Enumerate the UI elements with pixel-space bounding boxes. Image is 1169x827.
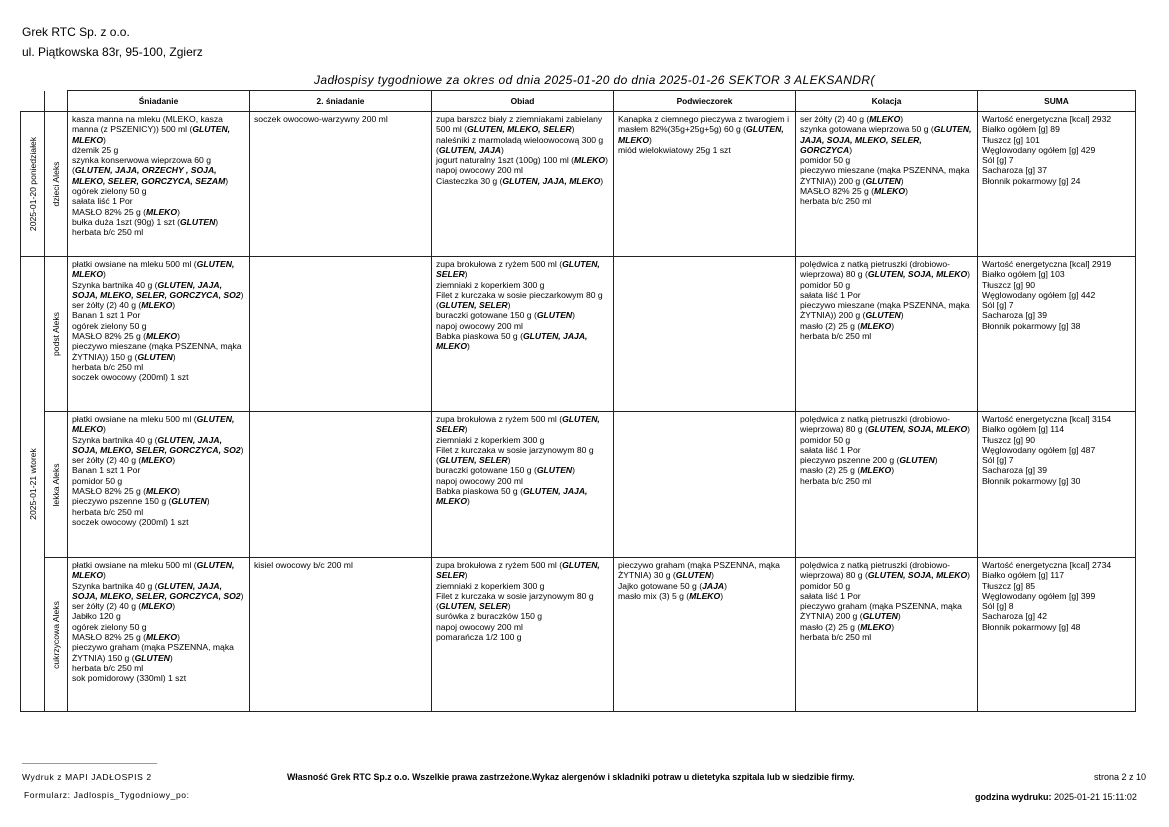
allergen-text: MLEKO <box>860 465 892 476</box>
menu-line: masło (2) 25 g (MLEKO) <box>800 621 895 632</box>
table-row <box>21 412 1136 558</box>
menu-line: herbata b/c 250 ml <box>800 331 872 342</box>
menu-line: herbata b/c 250 ml <box>800 632 872 643</box>
menu-line: ziemniaki z koperkiem 300 g <box>436 580 545 591</box>
menu-line: Błonnik pokarmowy [g] 30 <box>982 475 1081 486</box>
menu-line: soczek owocowy (200ml) 1 szt <box>72 516 189 527</box>
menu-line: Węglowodany ogółem [g] 487 <box>982 444 1096 455</box>
menu-line: pieczywo mieszane (mąka PSZENNA, mąka ŻYTNIA)) 150 g (GLUTEN) <box>72 341 242 362</box>
allergen-text: GLUTEN, SELER <box>436 560 600 581</box>
allergen-text: GLUTEN, SOJA, MLEKO <box>867 269 968 280</box>
menu-line: Babka piaskowa 50 g (GLUTEN, JAJA, MLEKO) <box>436 486 588 507</box>
menu-line: zupa barszcz biały z ziemniakami zabielany 500 ml (GLUTEN, MLEKO, SELER) <box>436 114 603 135</box>
meal-cell <box>614 257 796 412</box>
menu-line: płatki owsiane na mleku 500 ml (GLUTEN, MLEKO) <box>72 414 235 435</box>
menu-line: MASŁO 82% 25 g (MLEKO) <box>72 331 180 342</box>
menu-line: Sól [g] 7 <box>982 300 1014 311</box>
day-cell <box>21 257 45 712</box>
menu-line: sałata liść 1 Por <box>800 444 861 455</box>
menu-line: pomidor 50 g <box>800 434 851 445</box>
allergen-text: GLUTEN <box>865 310 901 321</box>
menu-line: Węglowodany ogółem [g] 442 <box>982 289 1096 300</box>
menu-line: herbata b/c 250 ml <box>72 506 144 517</box>
diet-label: dzieci Aleks <box>50 161 61 207</box>
meal-cell <box>68 112 250 257</box>
print-time-label: godzina wydruku: <box>975 792 1052 802</box>
menu-line: Wartość energetyczna [kcal] 2932 <box>982 114 1112 124</box>
menu-line: Sacharoza [g] 37 <box>982 165 1047 176</box>
menu-line: Banan 1 szt 1 Por <box>72 465 141 476</box>
meal-cell <box>432 412 614 558</box>
meal-cell <box>796 257 978 412</box>
day-label: 2025-01-20 poniedziałek <box>27 136 38 232</box>
allergen-text: GLUTEN <box>171 496 207 507</box>
table-row <box>21 112 1136 257</box>
meal-cell <box>250 412 432 558</box>
meal-cell <box>68 412 250 558</box>
nutrition-summary-cell <box>978 112 1136 257</box>
allergen-text: GLUTEN, MLEKO <box>618 124 784 145</box>
menu-line: Kanapka z ciemnego pieczywa z twarogiem i masłem 82%(35g+25g+5g) 60 g (GLUTEN, MLEKO) <box>618 114 790 145</box>
allergen-text: GLUTEN, SOJA, MLEKO <box>867 570 968 581</box>
menu-line: dżemik 25 g <box>72 144 119 155</box>
menu-line: zupa brokułowa z ryżem 500 ml (GLUTEN, SELER) <box>436 560 600 581</box>
allergen-text: MLEKO <box>141 601 173 612</box>
day-cell <box>21 112 45 257</box>
menu-line: herbata b/c 250 ml <box>800 475 872 486</box>
document-title: Jadłospisy tygodniowe za okres od dnia 2025-01-20 do dnia 2025-01-26 SEKTOR 3 ALEKSANDR( <box>314 73 875 87</box>
menu-line: Jajko gotowane 50 g (JAJA) <box>618 580 727 591</box>
menu-line: miód wielokwiatowy 25g 1 szt <box>618 144 731 155</box>
meal-cell <box>250 112 432 257</box>
menu-line: Błonnik pokarmowy [g] 24 <box>982 175 1081 186</box>
menu-line: pieczywo mieszane (mąka PSZENNA, mąka ŻYTNIA)) 200 g (GLUTEN) <box>800 300 970 321</box>
menu-line: Tłuszcz [g] 90 <box>982 434 1036 445</box>
allergen-text: GLUTEN <box>865 175 901 186</box>
menu-line: masło (2) 25 g (MLEKO) <box>800 320 895 331</box>
allergen-text: MLEKO <box>874 186 906 197</box>
allergen-text: GLUTEN <box>536 310 573 321</box>
allergen-text: GLUTEN, MLEKO <box>72 124 231 145</box>
column-header-podwieczorek: Podwieczorek <box>614 91 796 112</box>
meal-cell <box>614 112 796 257</box>
menu-line: zupa brokułowa z ryżem 500 ml (GLUTEN, SELER) <box>436 259 600 280</box>
menu-line: herbata b/c 250 ml <box>800 196 872 207</box>
copyright-notice: Własność Grek RTC Sp.z o.o. Wszelkie prawa zastrzeżone.Wykaz alergenów i skladniki potraw u dietetyka szpitala lub w siedzibie firmy. <box>287 772 855 782</box>
menu-line: herbata b/c 250 ml <box>72 227 144 238</box>
menu-line: pomidor 50 g <box>800 279 851 290</box>
menu-line: masło (2) 25 g (MLEKO) <box>800 465 895 476</box>
footer-divider <box>22 763 157 764</box>
allergen-text: GLUTEN, SELER <box>436 414 600 435</box>
print-time-value: 2025-01-21 15:11:02 <box>1054 792 1137 802</box>
allergen-text: MLEKO <box>146 331 178 342</box>
menu-line: Jabłko 120 g <box>72 611 121 622</box>
menu-line: płatki owsiane na mleku 500 ml (GLUTEN, MLEKO) <box>72 560 235 581</box>
menu-line: Filet z kurczaka w sosie pieczarkowym 80 g (GLUTEN, SELER) <box>436 289 603 311</box>
allergen-text: GLUTEN, SELER <box>438 601 508 612</box>
menu-line: buraczki gotowane 150 g (GLUTEN) <box>436 465 576 476</box>
menu-line: Tłuszcz [g] 101 <box>982 134 1040 145</box>
menu-line: Tłuszcz [g] 85 <box>982 580 1036 591</box>
allergen-text: GLUTEN <box>675 570 712 581</box>
menu-line: napoj owocowy 200 ml <box>436 320 523 331</box>
meal-cell <box>68 558 250 712</box>
diet-label: cukrzycowa Aleks <box>50 600 61 669</box>
allergen-text: GLUTEN <box>536 465 573 476</box>
menu-line: Sól [g] 8 <box>982 601 1014 612</box>
company-address: ul. Piątkowska 83r, 95-100, Zgierz <box>22 45 203 59</box>
column-header-2-sniadanie: 2. śniadanie <box>250 91 432 112</box>
menu-line: soczek owocowo-warzywny 200 ml <box>254 114 388 124</box>
menu-line: Białko ogółem [g] 103 <box>982 269 1065 280</box>
menu-line: Tłuszcz [g] 90 <box>982 279 1036 290</box>
menu-line: Węglowodany ogółem [g] 429 <box>982 144 1096 155</box>
menu-line: pomidor 50 g <box>800 580 851 591</box>
menu-line: pieczywo pszenne 150 g (GLUTEN) <box>72 496 210 507</box>
menu-line: kasza manna na mleku (MLEKO, kasza manna (z PSZENICY)) 500 ml (GLUTEN, MLEKO) <box>72 114 231 145</box>
column-header-obiad: Obiad <box>432 91 614 112</box>
menu-line: herbata b/c 250 ml <box>72 662 144 673</box>
column-header-kolacja: Kolacja <box>796 91 978 112</box>
nutrition-summary-cell <box>978 257 1136 412</box>
menu-line: MASŁO 82% 25 g (MLEKO) <box>72 206 180 217</box>
allergen-text: MLEKO <box>860 621 892 632</box>
meal-cell <box>796 112 978 257</box>
menu-line: Wartość energetyczna [kcal] 2919 <box>982 259 1112 269</box>
page-number: strona 2 z 10 <box>1094 772 1147 782</box>
menu-line: szynka gotowana wieprzowa 50 g (GLUTEN, JAJA, SOJA, MLEKO, SELER, GORCZYCA) <box>800 124 972 155</box>
menu-line: ogórek zielony 50 g <box>72 621 147 632</box>
allergen-text: GLUTEN, SELER <box>436 259 600 280</box>
allergen-text: MLEKO <box>689 590 721 601</box>
menu-line: Szynka bartnika 40 g (GLUTEN, JAJA, SOJA, MLEKO, SELER, GORCZYCA, SO2) <box>72 279 244 300</box>
allergen-text: GLUTEN, JAJA, SOJA, MLEKO, SELER, GORCZYCA, SO2 <box>72 580 241 601</box>
allergen-text: GLUTEN, SELER <box>438 455 508 466</box>
allergen-text: MLEKO <box>574 155 606 166</box>
allergen-text: GLUTEN, JAJA, ORZECHY , SOJA, MLEKO, SELER, GORCZYCA, SEZAM <box>72 165 226 186</box>
allergen-text: GLUTEN, SELER <box>438 300 508 311</box>
menu-line: Białko ogółem [g] 117 <box>982 570 1065 581</box>
menu-line: Filet z kurczaka w sosie jarzynowym 80 g (GLUTEN, SELER) <box>436 590 594 612</box>
nutrition-summary-cell <box>978 412 1136 558</box>
menu-line: Wartość energetyczna [kcal] 2734 <box>982 560 1112 570</box>
nutrition-summary-cell <box>978 558 1136 712</box>
menu-line: Błonnik pokarmowy [g] 48 <box>982 621 1081 632</box>
menu-line: sałata liść 1 Por <box>72 196 133 207</box>
menu-line: pomarańcza 1/2 100 g <box>436 632 522 643</box>
menu-line: pomidor 50 g <box>800 155 851 166</box>
menu-line: zupa brokułowa z ryżem 500 ml (GLUTEN, SELER) <box>436 414 600 435</box>
menu-line: pieczywo graham (mąka PSZENNA, mąka ŻYTNIA) 30 g (GLUTEN) <box>618 560 780 581</box>
menu-line: Szynka bartnika 40 g (GLUTEN, JAJA, SOJA, MLEKO, SELER, GORCZYCA, SO2) <box>72 580 244 601</box>
allergen-text: MLEKO <box>146 486 178 497</box>
diet-label: podst Aleks <box>50 312 61 356</box>
menu-line: MASŁO 82% 25 g (MLEKO) <box>800 186 908 197</box>
allergen-text: MLEKO <box>860 320 892 331</box>
menu-line: ziemniaki z koperkiem 300 g <box>436 279 545 290</box>
menu-line: kisiel owocowy b/c 200 ml <box>254 560 353 570</box>
print-source: Wydruk z MAPI JADŁOSPIS 2 <box>22 772 152 782</box>
table-row <box>21 257 1136 412</box>
menu-line: napoj owocowy 200 ml <box>436 621 523 632</box>
menu-line: Sacharoza [g] 42 <box>982 611 1047 622</box>
diet-cell <box>45 112 68 257</box>
meal-cell <box>614 558 796 712</box>
meal-cell <box>432 257 614 412</box>
allergen-text: GLUTEN, MLEKO, SELER <box>467 124 572 135</box>
menu-line: Ciasteczka 30 g (GLUTEN, JAJA, MLEKO) <box>436 175 604 186</box>
menu-line: masło mix (3) 5 g (MLEKO) <box>618 590 724 601</box>
menu-line: Węglowodany ogółem [g] 399 <box>982 590 1096 601</box>
menu-line: napoj owocowy 200 ml <box>436 165 523 176</box>
diet-label: lekka Aleks <box>50 463 61 506</box>
menu-line: sałata liść 1 Por <box>800 590 861 601</box>
allergen-text: GLUTEN, JAJA, MLEKO <box>502 175 601 186</box>
allergen-text: MLEKO <box>141 455 173 466</box>
menu-line: surówka z buraczków 150 g <box>436 611 543 622</box>
corner-cell <box>45 91 68 112</box>
menu-line: Sacharoza [g] 39 <box>982 310 1047 321</box>
menu-line: Błonnik pokarmowy [g] 38 <box>982 320 1081 331</box>
menu-line: buraczki gotowane 150 g (GLUTEN) <box>436 310 576 321</box>
allergen-text: GLUTEN <box>137 351 173 362</box>
meal-cell <box>68 257 250 412</box>
column-header-sniadanie: Śniadanie <box>68 91 250 112</box>
menu-line: jogurt naturalny 1szt (100g) 100 ml (MLEKO) <box>436 155 608 166</box>
allergen-text: GLUTEN, JAJA, SOJA, MLEKO, SELER, GORCZYCA, SO2 <box>72 434 241 455</box>
menu-line: ziemniaki z koperkiem 300 g <box>436 434 545 445</box>
meal-cell <box>250 558 432 712</box>
menu-line: Babka piaskowa 50 g (GLUTEN, JAJA, MLEKO) <box>436 331 588 352</box>
menu-line: MASŁO 82% 25 g (MLEKO) <box>72 486 180 497</box>
menu-line: Filet z kurczaka w sosie jarzynowym 80 g (GLUTEN, SELER) <box>436 444 594 466</box>
allergen-text: GLUTEN, MLEKO <box>72 560 235 581</box>
menu-line: Sól [g] 7 <box>982 155 1014 166</box>
menu-line: pomidor 50 g <box>72 475 123 486</box>
allergen-text: MLEKO <box>141 300 173 311</box>
allergen-text: GLUTEN, JAJA, SOJA, MLEKO, SELER, GORCZYCA <box>800 124 972 155</box>
menu-line: Sól [g] 7 <box>982 455 1014 466</box>
diet-cell <box>45 412 68 558</box>
column-header-suma: SUMA <box>978 91 1136 112</box>
menu-line: polędwica z natką pietruszki (drobiowo-wieprzowa) 80 g (GLUTEN, SOJA, MLEKO) <box>800 259 971 280</box>
menu-line: sok pomidorowy (330ml) 1 szt <box>72 673 187 684</box>
menu-line: ser żółty (2) 40 g (MLEKO) <box>72 300 176 311</box>
corner-cell <box>21 91 45 112</box>
menu-line: ogórek zielony 50 g <box>72 320 147 331</box>
day-label: 2025-01-21 wtorek <box>27 448 38 520</box>
menu-line: Sacharoza [g] 39 <box>982 465 1047 476</box>
menu-line: ogórek zielony 50 g <box>72 186 147 197</box>
meal-cell <box>614 412 796 558</box>
allergen-text: GLUTEN, MLEKO <box>72 259 235 280</box>
meal-cell <box>796 412 978 558</box>
menu-line: napoj owocowy 200 ml <box>436 475 523 486</box>
menu-line: soczek owocowy (200ml) 1 szt <box>72 372 189 383</box>
allergen-text: GLUTEN, JAJA, MLEKO <box>436 331 588 352</box>
menu-line: polędwica z natką pietruszki (drobiowo-wieprzowa) 80 g (GLUTEN, SOJA, MLEKO) <box>800 560 971 581</box>
meal-cell <box>432 558 614 712</box>
menu-line: Białko ogółem [g] 89 <box>982 124 1060 135</box>
menu-line: bułka duża 1szt (90g) 1 szt (GLUTEN) <box>72 216 219 227</box>
column-header-row <box>21 91 1136 112</box>
meal-cell <box>250 257 432 412</box>
menu-line: pieczywo mieszane (mąka PSZENNA, mąka ŻYTNIA)) 200 g (GLUTEN) <box>800 165 970 186</box>
allergen-text: MLEKO <box>146 206 178 217</box>
allergen-text: GLUTEN, JAJA, MLEKO <box>436 486 588 507</box>
allergen-text: GLUTEN <box>899 455 935 466</box>
allergen-text: MLEKO <box>869 114 901 124</box>
weekly-menu-table <box>20 90 1136 712</box>
menu-line: szynka konserwowa wieprzowa 60 g (GLUTEN, JAJA, ORZECHY , SOJA, MLEKO, SELER, GORCZYCA, SEZAM) <box>72 155 229 186</box>
allergen-text: GLUTEN, JAJA, SOJA, MLEKO, SELER, GORCZYCA, SO2 <box>72 279 241 300</box>
menu-line: MASŁO 82% 25 g (MLEKO) <box>72 632 180 643</box>
allergen-text: MLEKO <box>146 632 178 643</box>
meal-cell <box>432 112 614 257</box>
menu-line: naleśniki z marmoladą wieloowocową 300 g (GLUTEN, JAJA) <box>436 134 604 155</box>
menu-line: ser żółty (2) 40 g (MLEKO) <box>800 114 904 124</box>
menu-line: płatki owsiane na mleku 500 ml (GLUTEN, MLEKO) <box>72 259 235 280</box>
menu-line: Szynka bartnika 40 g (GLUTEN, JAJA, SOJA, MLEKO, SELER, GORCZYCA, SO2) <box>72 434 244 455</box>
menu-line: pieczywo graham (mąka PSZENNA, mąka ŻYTNIA) 150 g (GLUTEN) <box>72 642 234 663</box>
allergen-text: GLUTEN <box>134 652 170 663</box>
allergen-text: GLUTEN <box>862 611 898 622</box>
menu-line: pieczywo pszenne 200 g (GLUTEN) <box>800 455 938 466</box>
menu-line: herbata b/c 250 ml <box>72 361 144 372</box>
diet-cell <box>45 257 68 412</box>
form-name: Formularz: Jadlospis_Tygodniowy_po: <box>24 790 190 800</box>
menu-line: pieczywo graham (mąka PSZENNA, mąka ŻYTNIA) 200 g (GLUTEN) <box>800 601 962 622</box>
menu-line: sałata liść 1 Por <box>800 289 861 300</box>
diet-cell <box>45 558 68 712</box>
allergen-text: JAJA <box>702 580 725 591</box>
table-row <box>21 558 1136 712</box>
menu-line: Białko ogółem [g] 114 <box>982 424 1065 435</box>
menu-line: Wartość energetyczna [kcal] 3154 <box>982 414 1112 424</box>
menu-line: ser żółty (2) 40 g (MLEKO) <box>72 455 176 466</box>
allergen-text: GLUTEN <box>179 216 216 227</box>
allergen-text: GLUTEN, JAJA <box>438 144 501 155</box>
print-time <box>975 792 1137 802</box>
menu-line: ser żółty (2) 40 g (MLEKO) <box>72 601 176 612</box>
meal-cell <box>796 558 978 712</box>
menu-line: Banan 1 szt 1 Por <box>72 310 141 321</box>
company-name: Grek RTC Sp. z o.o. <box>22 25 130 39</box>
allergen-text: GLUTEN, SOJA, MLEKO <box>867 424 968 435</box>
menu-line: polędwica z natką pietruszki (drobiowo-wieprzowa) 80 g (GLUTEN, SOJA, MLEKO) <box>800 414 971 435</box>
allergen-text: GLUTEN, MLEKO <box>72 414 235 435</box>
